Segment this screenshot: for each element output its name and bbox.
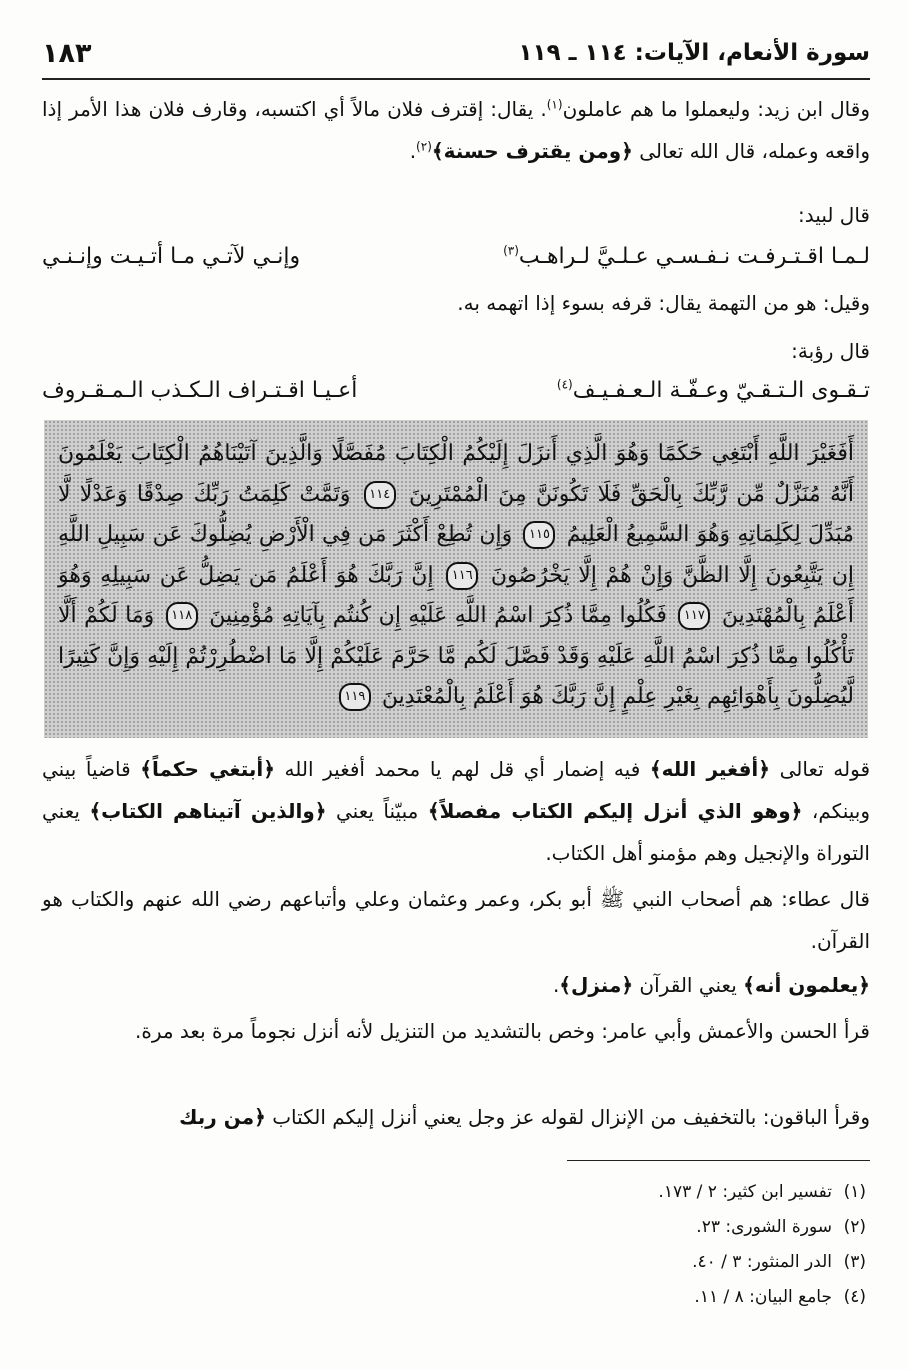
commentary-text: يعني التوراة والإنجيل وهم مؤمنو أهل الكتاب.: [42, 799, 870, 865]
ayah-number-marker: ١١٦: [446, 562, 478, 590]
quran-quote: ﴿أبتغي حكماً﴾: [140, 757, 275, 781]
quran-quote: ﴿أفغير الله﴾: [649, 757, 771, 781]
quran-quote: ﴿وهو الذي أنزل إليكم الكتاب مفصلاً﴾: [427, 799, 803, 823]
labid-verse: [42, 236, 870, 276]
footnote-ref-4[interactable]: (٤): [556, 377, 573, 392]
footnote-text: الدر المنثور: ٣ / ٤٠.: [692, 1252, 832, 1272]
ayah-number-marker: ١١٤: [364, 481, 396, 509]
ruba-label: قال رؤبة:: [791, 339, 870, 363]
page-number: ١٨٣: [42, 37, 92, 69]
commentary-paragraph-2: قال عطاء: هم أصحاب النبي ﷺ أبو بكر، وعمر وعثمان وعلي وأتباعهم رضي الله عنهم والكتاب هو القرآن.: [42, 887, 870, 953]
quran-quote: ﴿من ربك: [179, 1105, 266, 1129]
footnote-4: [366, 1280, 866, 1315]
footnote-text: سورة الشورى: ٢٣.: [696, 1217, 832, 1237]
verse-hemistich-left-text: تـقـوى الـتـقـيّ وعـفّـة الـعـفـيـف: [572, 377, 870, 403]
commentary-text: يعني القرآن: [633, 973, 744, 997]
commentary-text: مبيّناً يعني: [326, 799, 428, 823]
footnote-number: (٢): [843, 1217, 866, 1237]
ayah-text: فَكُلُوا مِمَّا ذُكِرَ اسْمُ اللَّهِ عَلَيْهِ إِن كُنتُم بِآيَاتِهِ مُؤْمِنِينَ: [209, 603, 667, 628]
ayah-text: وَتَمَّتْ كَلِمَتُ رَبِّكَ صِدْقًا وَعَدْلًا لَّا مُبَدِّلَ لِكَلِمَاتِهِ وَهُوَ السَّمِيعُ الْعَلِيمُ: [58, 481, 854, 547]
footnote-number: (٣): [843, 1252, 866, 1272]
ayah-text: وَإِن تُطِعْ أَكْثَرَ مَن فِي الْأَرْضِ يُضِلُّوكَ عَن سَبِيلِ اللَّهِ إِن يَتَّبِعُونَ إِلَّا الظَّنَّ وَإِنْ هُمْ إِلَّا يَخْرُصُونَ: [58, 522, 855, 588]
footnotes-section: [366, 1175, 866, 1315]
quran-quote: ﴿ومن يقترف حسنة﴾: [431, 139, 633, 163]
quran-text-box: [44, 420, 868, 738]
footnote-number: (٤): [843, 1287, 866, 1307]
intro-text: وقال ابن زيد: وليعملوا ما هم عاملون: [562, 97, 870, 121]
intro-paragraph: [42, 88, 870, 172]
commentary-text: فيه إضمار أي قل لهم يا محمد أفغير الله: [274, 757, 650, 781]
commentary-text: .: [552, 973, 560, 997]
ayah-number-marker: ١١٧: [678, 602, 710, 630]
commentary-paragraph-5: [42, 1096, 870, 1138]
ayah-text: أَفَغَيْرَ اللَّهِ أَبْتَغِي حَكَمًا وَهُوَ الَّذِي أَنزَلَ إِلَيْكُمُ الْكِتَابَ مُفَصَّلًا وَالَّذِينَ آتَيْنَاهُمُ الْكِتَابَ يَعْلَمُونَ أَنَّهُ مُنَزَّلٌ مِّن رَّبِّكَ بِالْحَقِّ فَلَا تَكُونَنَّ مِنَ الْمُمْتَرِينَ: [58, 441, 854, 507]
footnote-number: (١): [843, 1182, 866, 1202]
commentary-paragraph-3: [42, 964, 870, 1006]
footnote-ref-3[interactable]: (٣): [503, 243, 519, 258]
running-title: سورة الأنعام، الآيات: ١١٤ ـ ١١٩: [518, 40, 870, 66]
verse-hemistich-left: [503, 244, 870, 269]
ayah-number-marker: ١١٩: [339, 683, 371, 711]
commentary-paragraph-1: [42, 748, 870, 874]
quran-quote: ﴿منزل﴾: [559, 973, 634, 997]
page-header: [42, 28, 870, 80]
footnote-divider: [567, 1160, 870, 1161]
ayah-number-marker: ١١٨: [166, 602, 198, 630]
footnote-2: [366, 1210, 866, 1245]
ayah-number-marker: ١١٥: [523, 521, 555, 549]
quran-quote: ﴿يعلمون أنه﴾: [743, 973, 870, 997]
labid-label: قال لبيد:: [798, 203, 870, 227]
footnote-text: جامع البيان: ٨ / ١١.: [694, 1287, 832, 1307]
commentary-text: قاضياً بيني وبينكم،: [42, 757, 871, 823]
verse-hemistich-left: [557, 378, 870, 403]
footnote-1: [366, 1175, 866, 1210]
verse-hemistich-left-text: لـمـا اقـتـرفـت نـفـسـي عـلـيَّ لـراهـب: [518, 243, 870, 269]
verse-hemistich-right: وإنـي لآتـي مـا أتـيـت وإنـنـي: [42, 243, 301, 269]
footnote-ref-2[interactable]: (٢): [416, 139, 432, 154]
footnote-3: [366, 1245, 866, 1280]
footnote-ref-1[interactable]: (١): [546, 97, 563, 112]
verse-hemistich-right: أعـيـا اقـتـراف الـكـذب الـمـقـروف: [42, 377, 358, 403]
qil-paragraph: وقيل: هو من التهمة يقال: قرفه بسوء إذا اتهمه به.: [457, 291, 870, 315]
ayah-text: وَمَا لَكُمْ أَلَّا تَأْكُلُوا مِمَّا ذُكِرَ اسْمُ اللَّهِ عَلَيْهِ وَقَدْ فَصَّلَ لَكُم مَّا حَرَّمَ عَلَيْكُمْ إِلَّا مَا اضْطُرِرْتُمْ إِلَيْهِ وَإِنَّ كَثِيرًا لَّيُضِلُّونَ بِأَهْوَائِهِم بِغَيْرِ عِلْمٍ إِنَّ رَبَّكَ هُوَ أَعْلَمُ بِالْمُعْتَدِينَ: [58, 603, 854, 709]
footnote-text: تفسير ابن كثير: ٢ / ١٧٣.: [658, 1182, 832, 1202]
ruba-verse: [42, 370, 870, 410]
commentary-text: قوله تعالى: [770, 757, 870, 781]
quran-quote: ﴿والذين آتيناهم الكتاب﴾: [89, 799, 327, 823]
commentary-text: وقرأ الباقون: بالتخفيف من الإنزال لقوله عز وجل يعني أنزل إليكم الكتاب: [265, 1105, 870, 1129]
intro-end: .: [409, 139, 417, 163]
ayah-text: إِنَّ رَبَّكَ هُوَ أَعْلَمُ مَن يَضِلُّ عَن سَبِيلِهِ وَهُوَ أَعْلَمُ بِالْمُهْتَدِينَ: [58, 562, 854, 628]
intro-text-2: . يقال: إقترف فلان مالاً أي اكتسبه، وقارف فلان هذا الأمر إذا واقعه وعمله، قال الله تعالى: [42, 97, 870, 163]
commentary-paragraph-4: قرأ الحسن والأعمش وأبي عامر: وخص بالتشديد من التنزيل لأنه أنزل نجوماً مرة بعد مرة.: [134, 1019, 870, 1043]
